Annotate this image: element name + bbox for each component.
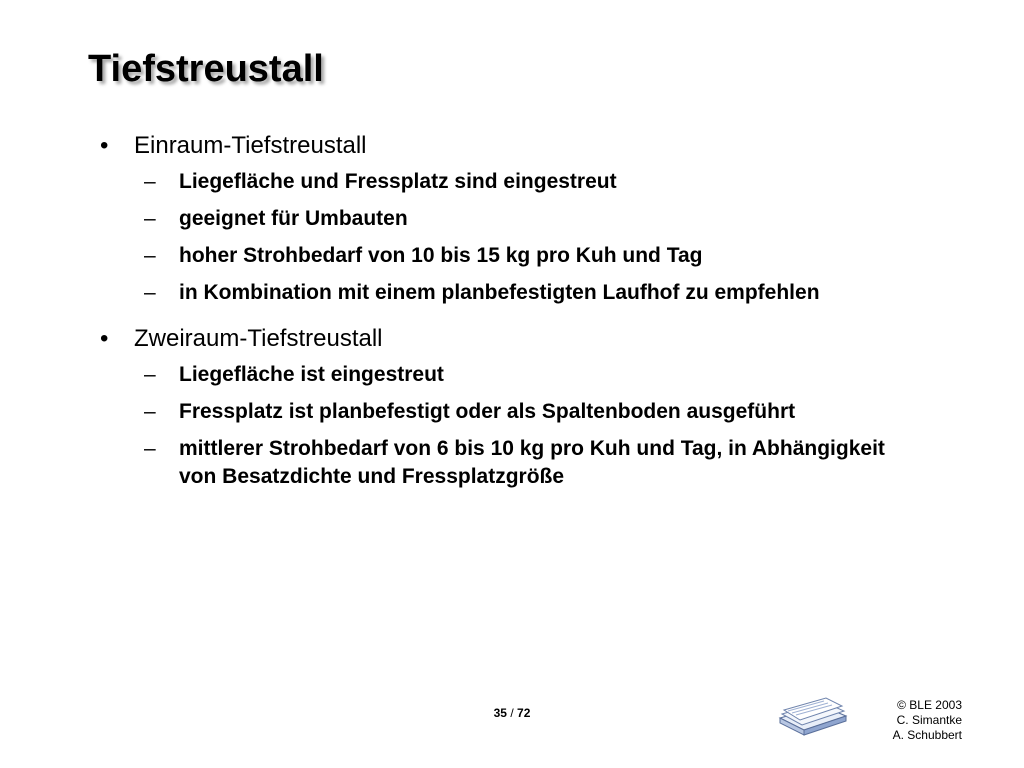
credit-author: C. Simantke (896, 713, 962, 727)
paper-stack-icon (774, 692, 850, 740)
dash-marker: – (144, 400, 156, 423)
sub-item-text: in Kombination mit einem planbefestigten Laufhof zu empfehlen (179, 281, 820, 304)
sub-item (96, 242, 976, 270)
sub-item-text: Liegefläche und Fressplatz sind eingestreut (179, 170, 617, 193)
dash-marker: – (144, 363, 156, 386)
page-separator: / (510, 706, 514, 720)
sub-item-text: mittlerer Strohbedarf von 6 bis 10 kg pro Kuh und Tag, in Abhängigkeit von Besatzdichte und Fressplatzgröße (179, 437, 885, 488)
slide-title: Tiefstreustall (88, 48, 324, 90)
page-number (0, 706, 1024, 720)
sub-item-text: Fressplatz ist planbefestigt oder als Spaltenboden ausgeführt (179, 400, 796, 423)
bullet-text: Zweiraum-Tiefstreustall (134, 325, 383, 352)
sub-item-text: Liegefläche ist eingestreut (179, 363, 444, 386)
sub-item (96, 168, 976, 196)
credit-author: A. Schubbert (892, 728, 962, 742)
dash-marker: – (144, 207, 156, 230)
credits (893, 698, 962, 743)
sub-item (96, 361, 976, 389)
bullet-marker: • (100, 132, 109, 159)
page-current: 35 (493, 706, 507, 720)
bullet-item (96, 323, 976, 355)
sub-item (96, 435, 976, 491)
sub-item (96, 398, 976, 426)
sub-item-text: geeignet für Umbauten (179, 207, 408, 230)
bullet-list (96, 130, 976, 507)
dash-marker: – (144, 281, 156, 304)
sub-item (96, 279, 976, 307)
bullet-item (96, 130, 976, 162)
credit-copyright: © BLE 2003 (897, 698, 962, 712)
page-total: 72 (517, 706, 531, 720)
sub-item (96, 205, 976, 233)
dash-marker: – (144, 244, 156, 267)
bullet-group-zweiraum (96, 323, 976, 491)
bullet-text: Einraum-Tiefstreustall (134, 132, 367, 159)
sub-item-text: hoher Strohbedarf von 10 bis 15 kg pro Kuh und Tag (179, 244, 703, 267)
bullet-marker: • (100, 325, 109, 352)
bullet-group-einraum (96, 130, 976, 307)
dash-marker: – (144, 170, 156, 193)
dash-marker: – (144, 437, 156, 460)
